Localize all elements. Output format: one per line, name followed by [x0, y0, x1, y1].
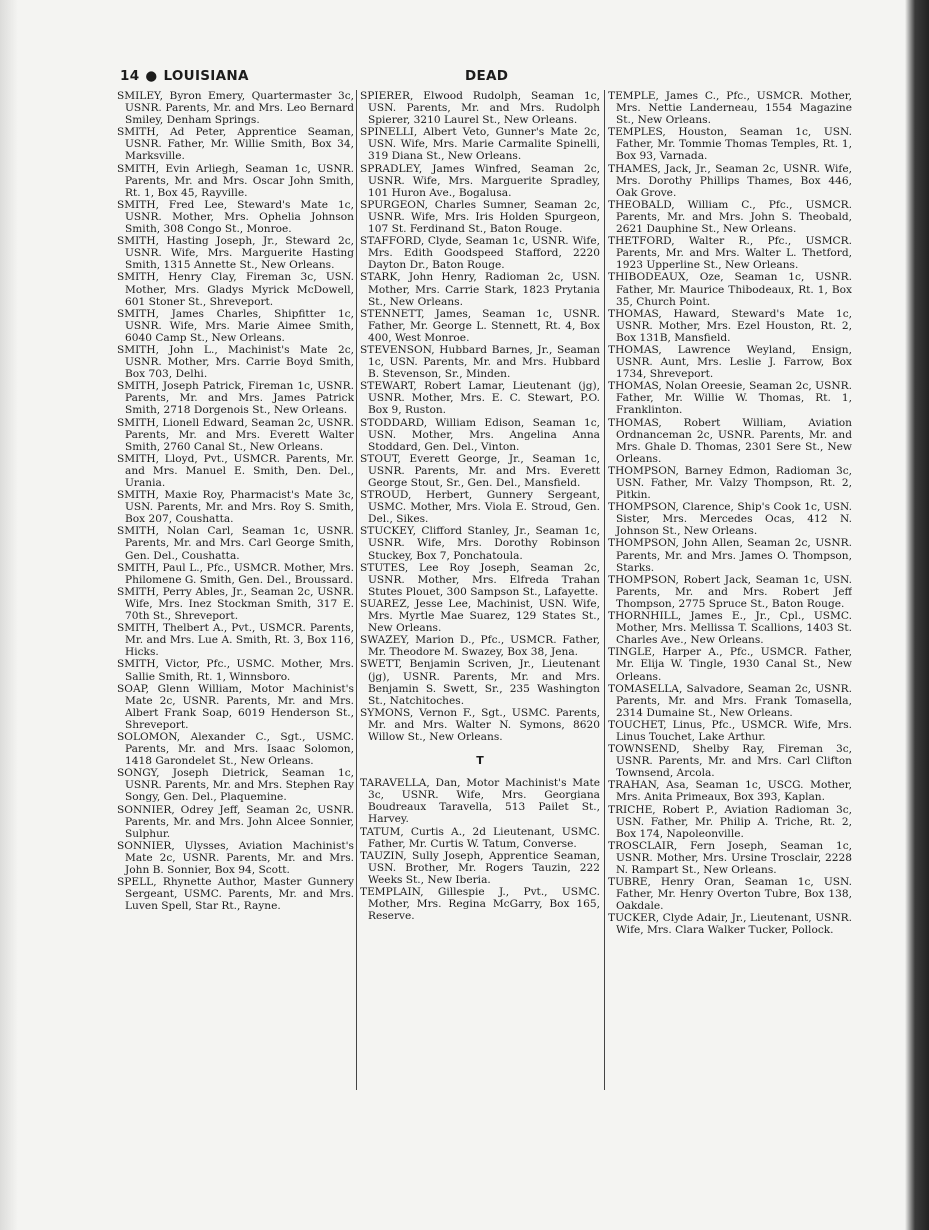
casualty-entry: TEMPLAIN, Gillespie J., Pvt., USMC. Mother, Mrs. Regina McGarry, Box 165, Reserve. — [360, 886, 600, 923]
casualty-entry: SPINELLI, Albert Veto, Gunner's Mate 2c, USN. Wife, Mrs. Marie Carmalite Spinelli, 319 Diana St., New Orleans. — [360, 126, 600, 163]
casualty-entry: STODDARD, William Edison, Seaman 1c, USN. Mother, Mrs. Angelina Anna Stoddard, Gen. Del., Vinton. — [360, 416, 600, 453]
casualty-entry: STEWART, Robert Lamar, Lieutenant (jg), USNR. Mother, Mrs. E. C. Stewart, P.O. Box 9, Ruston. — [360, 380, 600, 417]
casualty-entry: THOMPSON, John Allen, Seaman 2c, USNR. Parents, Mr. and Mrs. James O. Thompson, Starks. — [608, 537, 852, 574]
casualty-entry: THOMPSON, Clarence, Ship's Cook 1c, USN. Sister, Mrs. Mercedes Ocas, 412 N. Johnson St., New Orleans. — [608, 501, 852, 538]
casualty-entry: TOUCHET, Linus, Pfc., USMCR. Wife, Mrs. Linus Touchet, Lake Arthur. — [608, 718, 852, 743]
casualty-entry: THETFORD, Walter R., Pfc., USMCR. Parents, Mr. and Mrs. Walter L. Thetford, 1923 Upperline St., New Orleans. — [608, 235, 852, 272]
casualty-entry: TOMASELLA, Salvadore, Seaman 2c, USNR. Parents, Mr. and Mrs. Frank Tomasella, 2314 Dumaine St., New Orleans. — [608, 682, 852, 719]
casualty-entry: THOMAS, Robert William, Aviation Ordnanceman 2c, USNR. Parents, Mr. and Mrs. Ghale D. Thomas, 2301 Sere St., New Orleans. — [608, 416, 852, 465]
casualty-entry: SMITH, James Charles, Shipfitter 1c, USNR. Wife, Mrs. Marie Aimee Smith, 6040 Camp St., New Orleans. — [117, 307, 354, 344]
casualty-entry: SPIERER, Elwood Rudolph, Seaman 1c, USN. Parents, Mr. and Mrs. Rudolph Spierer, 3210 Laurel St., New Orleans. — [360, 90, 600, 127]
state-name: LOUISIANA — [163, 68, 249, 84]
column-2 — [360, 90, 600, 1100]
casualty-entry: SPRADLEY, James Winfred, Seaman 2c, USNR. Wife, Mrs. Marguerite Spradley, 101 Huron Ave., Bogalusa. — [360, 162, 600, 199]
casualty-entry: SMITH, Maxie Roy, Pharmacist's Mate 3c, USN. Parents, Mr. and Mrs. Roy S. Smith, Box 207, Coushatta. — [117, 489, 354, 526]
casualty-entry: STEVENSON, Hubbard Barnes, Jr., Seaman 1c, USN. Parents, Mr. and Mrs. Hubbard B. Stevenson, Sr., Minden. — [360, 343, 600, 381]
casualty-entry: SMITH, Perry Ables, Jr., Seaman 2c, USNR. Wife, Mrs. Inez Stockman Smith, 317 E. 70th St., Shreveport. — [117, 585, 354, 623]
casualty-entry: SMITH, John L., Machinist's Mate 2c, USNR. Mother, Mrs. Carrie Boyd Smith, Box 703, Delhi. — [117, 343, 354, 381]
casualty-entry: TROSCLAIR, Fern Joseph, Seaman 1c, USNR. Mother, Mrs. Ursine Trosclair, 2228 N. Rampart St., New Orleans. — [608, 839, 852, 876]
casualty-entry: SPELL, Rhynette Author, Master Gunnery Sergeant, USMC. Parents, Mr. and Mrs. Luven Spell, Star Rt., Rayne. — [117, 876, 354, 913]
casualty-entry: THAMES, Jack, Jr., Seaman 2c, USNR. Wife, Mrs. Dorothy Phillips Thames, Box 446, Oak Grove. — [608, 162, 852, 199]
casualty-entry: SMILEY, Byron Emery, Quartermaster 3c, USNR. Parents, Mr. and Mrs. Leo Bernard Smiley, Denham Springs. — [117, 90, 354, 127]
casualty-entry: SMITH, Fred Lee, Steward's Mate 1c, USNR. Mother, Mrs. Ophelia Johnson Smith, 308 Congo St., Monroe. — [117, 198, 354, 236]
casualty-entry: SMITH, Lloyd, Pvt., USMCR. Parents, Mr. and Mrs. Manuel E. Smith, Den. Del., Urania. — [117, 452, 354, 489]
casualty-entry: SMITH, Lionell Edward, Seaman 2c, USNR. Parents, Mr. and Mrs. Everett Walter Smith, 2760 Canal St., New Orleans. — [117, 416, 354, 453]
casualty-entry: THOMAS, Haward, Steward's Mate 1c, USNR. Mother, Mrs. Ezel Houston, Rt. 2, Box 131B, Mansfield. — [608, 307, 852, 344]
casualty-entry: STROUD, Herbert, Gunnery Sergeant, USMC. Mother, Mrs. Viola E. Stroud, Gen. Del., Sikes. — [360, 489, 600, 526]
casualty-entry: TRAHAN, Asa, Seaman 1c, USCG. Mother, Mrs. Anita Primeaux, Box 393, Kaplan. — [608, 779, 852, 804]
casualty-entry: THEOBALD, William C., Pfc., USMCR. Parents, Mr. and Mrs. John S. Theobald, 2621 Dauphine St., New Orleans. — [608, 198, 852, 236]
casualty-entry: SMITH, Evin Arliegh, Seaman 1c, USNR. Parents, Mr. and Mrs. Oscar John Smith, Rt. 1, Box 45, Rayville. — [117, 162, 354, 199]
columns-container — [117, 90, 853, 1100]
casualty-entry: SOAP, Glenn William, Motor Machinist's Mate 2c, USNR. Parents, Mr. and Mrs. Albert Frank Soap, 6019 Henderson St., Shreveport. — [117, 682, 354, 731]
casualty-entry: TAUZIN, Sully Joseph, Apprentice Seaman, USN. Brother, Mr. Rogers Tauzin, 222 Weeks St., New Iberia. — [360, 849, 600, 886]
casualty-entry: TRICHE, Robert P., Aviation Radioman 3c, USN. Father, Mr. Philip A. Triche, Rt. 2, Box 174, Napoleonville. — [608, 803, 852, 840]
casualty-entry: THIBODEAUX, Oze, Seaman 1c, USNR. Father, Mr. Maurice Thibodeaux, Rt. 1, Box 35, Church Point. — [608, 271, 852, 308]
page-number: 14 — [120, 68, 140, 84]
casualty-entry: SMITH, Victor, Pfc., USMC. Mother, Mrs. Sallie Smith, Rt. 1, Winnsboro. — [117, 658, 354, 683]
casualty-entry: SMITH, Nolan Carl, Seaman 1c, USNR. Parents, Mr. and Mrs. Carl George Smith, Gen. Del., Coushatta. — [117, 525, 354, 562]
casualty-entry: SMITH, Paul L., Pfc., USMCR. Mother, Mrs. Philomene G. Smith, Gen. Del., Broussard. — [117, 561, 354, 586]
casualty-entry: SYMONS, Vernon F., Sgt., USMC. Parents, Mr. and Mrs. Walter N. Symons, 8620 Willow St., New Orleans. — [360, 706, 600, 743]
casualty-entry: SMITH, Hasting Joseph, Jr., Steward 2c, USNR. Wife, Mrs. Marguerite Hasting Smith, 1315 Annette St., New Orleans. — [117, 235, 354, 272]
column-3 — [608, 90, 852, 1100]
casualty-entry: TOWNSEND, Shelby Ray, Fireman 3c, USNR. Parents, Mr. and Mrs. Carl Clifton Townsend, Arcola. — [608, 743, 852, 780]
casualty-entry: SMITH, Joseph Patrick, Fireman 1c, USNR. Parents, Mr. and Mrs. James Patrick Smith, 2718 Dorgenois St., New Orleans. — [117, 380, 354, 417]
casualty-entry: SOLOMON, Alexander C., Sgt., USMC. Parents, Mr. and Mrs. Isaac Solomon, 1418 Garondelet St., New Orleans. — [117, 730, 354, 768]
casualty-entry: SMITH, Thelbert A., Pvt., USMCR. Parents, Mr. and Mrs. Lue A. Smith, Rt. 3, Box 116, Hicks. — [117, 622, 354, 659]
casualty-entry: TINGLE, Harper A., Pfc., USMCR. Father, Mr. Elija W. Tingle, 1930 Canal St., New Orleans. — [608, 646, 852, 683]
column-1 — [117, 90, 354, 1100]
casualty-entry: SONNIER, Odrey Jeff, Seaman 2c, USNR. Parents, Mr. and Mrs. John Alcee Sonnier, Sulphur. — [117, 803, 354, 840]
casualty-entry: THOMAS, Nolan Oreesie, Seaman 2c, USNR. Father, Mr. Willie W. Thomas, Rt. 1, Franklinton. — [608, 380, 852, 417]
casualty-entry: SWETT, Benjamin Scriven, Jr., Lieutenant (jg), USNR. Parents, Mr. and Mrs. Benjamin S. Swett, Sr., 235 Washington St., Natchitoches. — [360, 658, 600, 707]
casualty-entry: SMITH, Ad Peter, Apprentice Seaman, USNR. Father, Mr. Willie Smith, Box 34, Marksville. — [117, 126, 354, 163]
casualty-entry: TUCKER, Clyde Adair, Jr., Lieutenant, USNR. Wife, Mrs. Clara Walker Tucker, Pollock. — [608, 912, 852, 937]
casualty-entry: TEMPLES, Houston, Seaman 1c, USN. Father, Mr. Tommie Thomas Temples, Rt. 1, Box 93, Varnada. — [608, 126, 852, 163]
section-title: DEAD — [465, 68, 509, 84]
casualty-entry: SUAREZ, Jesse Lee, Machinist, USN. Wife, Mrs. Myrtle Mae Suarez, 129 States St., New Orleans. — [360, 597, 600, 635]
casualty-entry: STENNETT, James, Seaman 1c, USNR. Father, Mr. George L. Stennett, Rt. 4, Box 400, West Monroe. — [360, 307, 600, 344]
casualty-entry: TEMPLE, James C., Pfc., USMCR. Mother, Mrs. Nettie Landerneau, 1554 Magazine St., New Orleans. — [608, 90, 852, 127]
casualty-entry: THOMPSON, Barney Edmon, Radioman 3c, USN. Father, Mr. Valzy Thompson, Rt. 2, Pitkin. — [608, 464, 852, 502]
casualty-entry: STOUT, Everett George, Jr., Seaman 1c, USNR. Parents, Mr. and Mrs. Everett George Stout, Sr., Gen. Del., Mansfield. — [360, 452, 600, 489]
casualty-entry: STUTES, Lee Roy Joseph, Seaman 2c, USNR. Mother, Mrs. Elfreda Trahan Stutes Plouet, 300 Sampson St., Lafayette. — [360, 561, 600, 598]
header-left — [120, 68, 249, 84]
casualty-entry: THORNHILL, James E., Jr., Cpl., USMC. Mother, Mrs. Mellissa T. Scallions, 1403 St. Charles Ave., New Orleans. — [608, 610, 852, 647]
casualty-entry: SONGY, Joseph Dietrick, Seaman 1c, USNR. Parents, Mr. and Mrs. Stephen Ray Songy, Gen. Del., Plaquemine. — [117, 767, 354, 804]
casualty-entry: SONNIER, Ulysses, Aviation Machinist's Mate 2c, USNR. Parents, Mr. and Mrs. John B. Sonnier, Box 94, Scott. — [117, 839, 354, 876]
casualty-entry: TUBRE, Henry Oran, Seaman 1c, USN. Father, Mr. Henry Overton Tubre, Box 138, Oakdale. — [608, 876, 852, 913]
column-divider — [604, 90, 605, 1090]
page-header — [120, 64, 850, 86]
casualty-entry: THOMAS, Lawrence Weyland, Ensign, USNR. Aunt, Mrs. Leslie J. Farrow, Box 1734, Shreveport. — [608, 343, 852, 381]
casualty-entry: STAFFORD, Clyde, Seaman 1c, USNR. Wife, Mrs. Edith Goodspeed Stafford, 2220 Dayton Dr., Baton Rouge. — [360, 235, 600, 272]
bullet-icon: ● — [145, 68, 158, 84]
casualty-entry: THOMPSON, Robert Jack, Seaman 1c, USN. Parents, Mr. and Mrs. Robert Jeff Thompson, 2775 Spruce St., Baton Rouge. — [608, 573, 852, 610]
section-letter-heading: T — [476, 754, 484, 768]
casualty-entry: STARK, John Henry, Radioman 2c, USN. Mother, Mrs. Carrie Stark, 1823 Prytania St., New Orleans. — [360, 271, 600, 308]
casualty-entry: SPURGEON, Charles Sumner, Seaman 2c, USNR. Wife, Mrs. Iris Holden Spurgeon, 107 St. Ferdinand St., Baton Rouge. — [360, 198, 600, 236]
casualty-entry: SMITH, Henry Clay, Fireman 3c, USN. Mother, Mrs. Gladys Myrick McDowell, 601 Stoner St., Shreveport. — [117, 271, 354, 308]
casualty-entry: STUCKEY, Clifford Stanley, Jr., Seaman 1c, USNR. Wife, Mrs. Dorothy Robinson Stuckey, Box 7, Ponchatoula. — [360, 525, 600, 562]
casualty-entry: SWAZEY, Marion D., Pfc., USMCR. Father, Mr. Theodore M. Swazey, Box 38, Jena. — [360, 634, 600, 659]
casualty-entry: TATUM, Curtis A., 2d Lieutenant, USMC. Father, Mr. Curtis W. Tatum, Converse. — [360, 825, 600, 850]
casualty-entry: TARAVELLA, Dan, Motor Machinist's Mate 3c, USNR. Wife, Mrs. Georgiana Boudreaux Taravella, 513 Pailet St., Harvey. — [360, 777, 600, 826]
column-divider — [356, 90, 357, 1090]
